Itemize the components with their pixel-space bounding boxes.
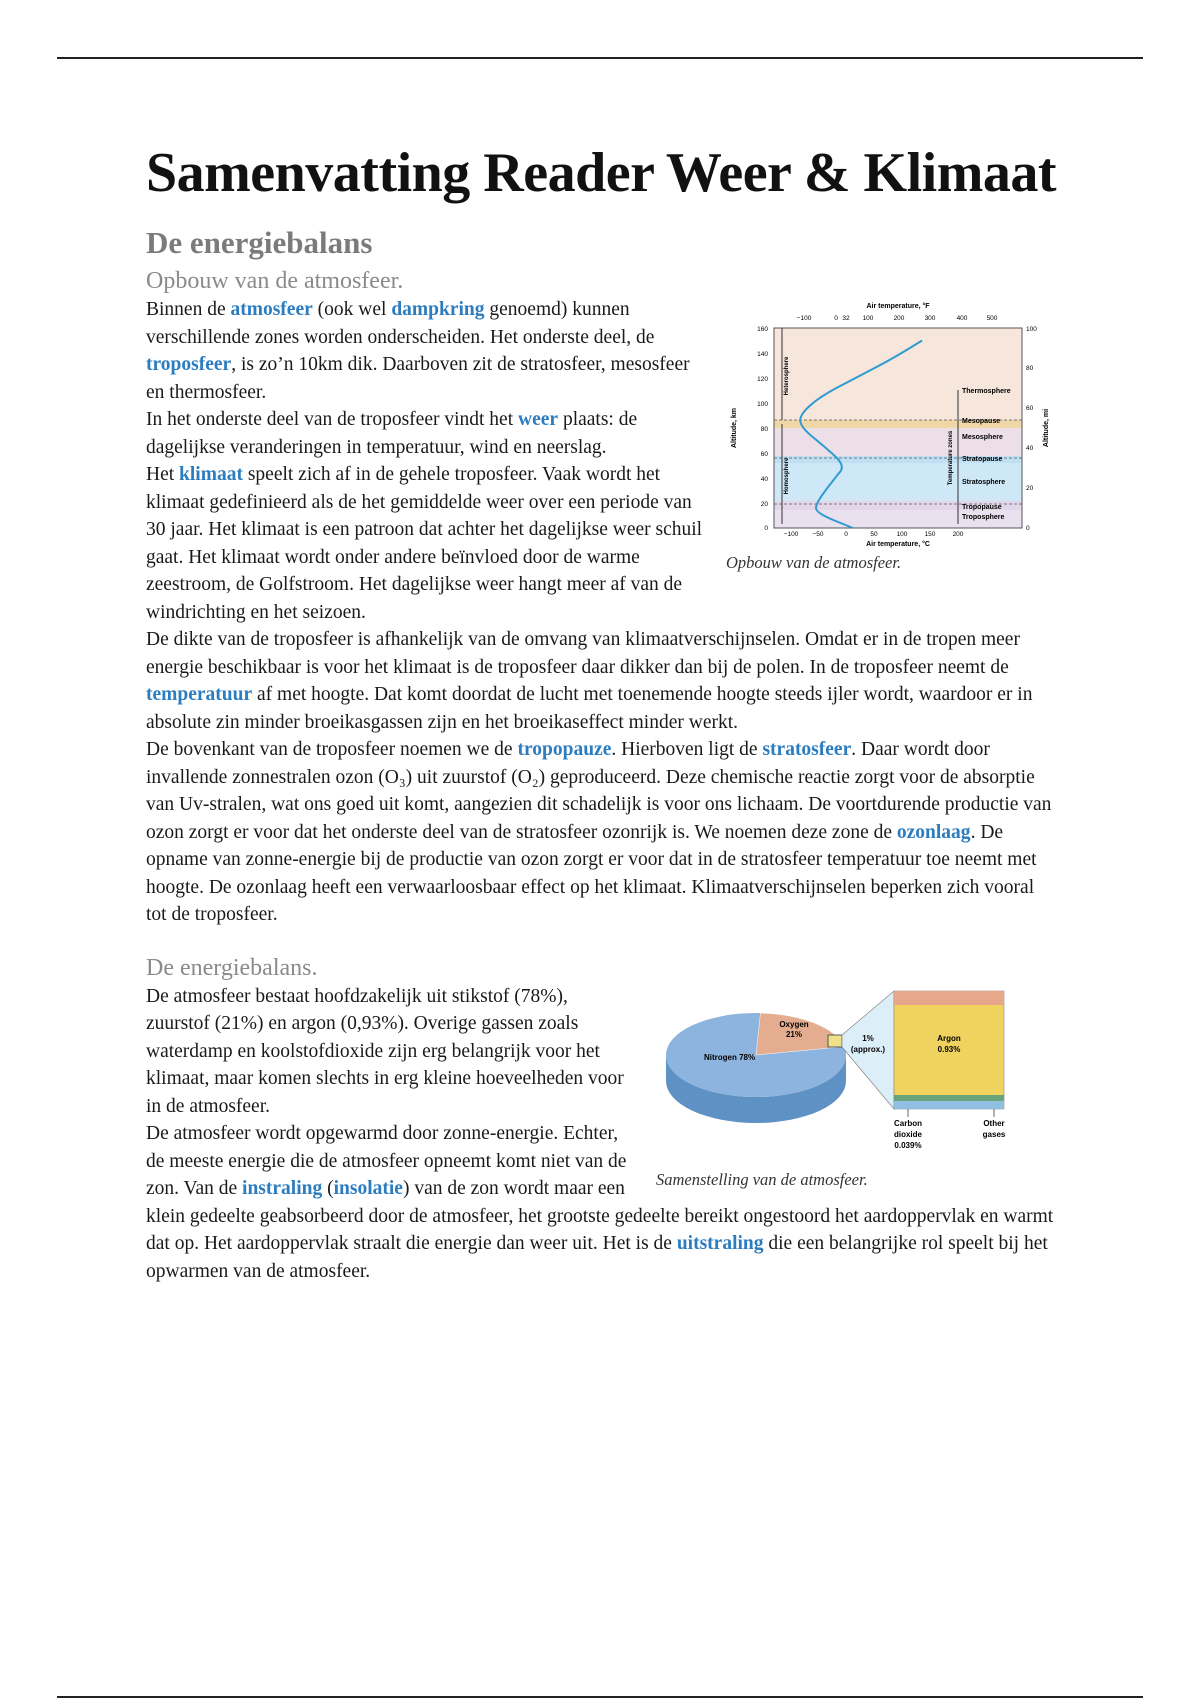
figure-atmosphere-composition xyxy=(656,985,1056,1190)
paragraph-4 xyxy=(146,626,1056,736)
keyword-tropopauze: tropopauze xyxy=(517,739,612,760)
left-tick: 60 xyxy=(760,451,768,458)
left-tick: 80 xyxy=(760,426,768,433)
left-tick: 40 xyxy=(760,476,768,483)
co2-label-3: 0.039% xyxy=(894,1140,922,1150)
keyword-troposfeer: troposfeer xyxy=(146,354,232,375)
bottom-tick: 150 xyxy=(924,531,936,538)
bottom-tick: −100 xyxy=(783,531,799,538)
text-run: . De opname van zonne-energie bij de productie van ozon zorgt er voor dat in de stratosfeer temperatuur toe neemt met hoogte. De ozonlaag heeft een verwaarloosbaar effect op het klimaat. Klimaatverschijnselen beperken zich vooral tot de troposfeer. xyxy=(146,821,1037,925)
co2-label-2: dioxide xyxy=(893,1129,923,1139)
heterosphere-label: Heterosphere xyxy=(784,356,790,396)
top-tick: 400 xyxy=(956,315,968,322)
top-tick: 0 xyxy=(834,315,838,322)
left-tick: 140 xyxy=(757,351,768,358)
keyword-ozonlaag: ozonlaag xyxy=(896,821,971,843)
right-tick: 60 xyxy=(1026,405,1034,412)
bottom-tick: 50 xyxy=(870,531,878,538)
homosphere-label: Homosphere xyxy=(784,457,790,495)
atmosphere-chart xyxy=(726,298,1056,548)
text-run: die een belangrijke rol speelt bij het opwarmen van de atmosfeer. xyxy=(146,1233,1048,1282)
bottom-tick: 200 xyxy=(952,531,964,538)
keyword-temperatuur: temperatuur xyxy=(146,684,253,705)
text-run: genoemd) kunnen verschillende zones worden onderscheiden. Het onderste deel, de xyxy=(146,299,655,348)
mesosphere-band xyxy=(774,428,1022,456)
subsection-heading-1: Opbouw van de atmosfeer. xyxy=(146,268,404,294)
argon-label: Argon xyxy=(937,1033,961,1043)
nitrogen-label: Nitrogen 78% xyxy=(704,1052,756,1062)
bottom-tick: 100 xyxy=(896,531,908,538)
co2-label-1: Carbon xyxy=(894,1118,922,1128)
bar-top-band xyxy=(894,991,1004,1005)
oxygen-percent: 21% xyxy=(785,1029,803,1039)
section-energiebalans xyxy=(146,953,1056,1286)
left-axis-title: Altitude, km xyxy=(731,407,738,449)
section-heading: De energiebalans xyxy=(146,225,373,260)
text-run: Binnen de xyxy=(146,299,231,320)
top-tick: 300 xyxy=(924,315,936,322)
other-gases-label-1: Other xyxy=(983,1118,1005,1128)
text-run: In het onderste deel van de troposfeer vindt het xyxy=(146,409,518,430)
text-run: , is zo’n 10km dik. Daarboven zit de stratosfeer, mesosfeer en thermosfeer. xyxy=(146,354,690,403)
keyword-dampkring: dampkring xyxy=(391,299,485,320)
oxygen-label: Oxygen xyxy=(779,1019,809,1029)
right-tick: 40 xyxy=(1026,445,1034,452)
argon-percent: 0.93% xyxy=(937,1044,961,1054)
bottom-tick: −50 xyxy=(812,531,824,538)
approx-label: (approx.) xyxy=(850,1044,886,1054)
top-tick: 32 xyxy=(842,315,850,322)
layer-label-mesopause: Mesopause xyxy=(962,418,1001,425)
right-tick: 20 xyxy=(1026,485,1034,492)
keyword-uitstraling: uitstraling xyxy=(676,1233,764,1254)
one-percent-label: 1% xyxy=(862,1033,874,1043)
text-run: ) van de zon wordt maar een klein gedeelte geabsorbeerd door de atmosfeer, het grootste gedeelte bereikt ongestoord het aardoppervlak en warmt dat op. Het aardoppervlak straalt die energie dan weer uit. Het is de xyxy=(146,1178,1054,1254)
paragraph-5 xyxy=(146,736,1056,929)
subsection-heading-2: De energiebalans. xyxy=(146,954,318,981)
text-run: De dikte van de troposfeer is afhankelijk van de omvang van klimaatverschijnselen. Omdat er in de tropen meer energie beschikbaar is voor het klimaat is de troposfeer daar dikker dan bij de polen. In de troposfeer neemt de xyxy=(146,629,1020,678)
other-gases-band xyxy=(894,1101,1004,1109)
text-run: plaats: de dagelijkse veranderingen in temperatuur, wind en neerslag. xyxy=(146,409,638,458)
figure-caption-2: Samenstelling van de atmosfeer. xyxy=(656,1169,868,1189)
layer-label-tropopause: Tropopause xyxy=(962,504,1002,511)
text-run: af met hoogte. Dat komt doordat de lucht met toenemende hoogte steeds ijler wordt, waardoor er in absolute zin minder broeikasgassen zijn en het broeikaseffect minder werkt. xyxy=(146,684,1033,733)
top-tick: 200 xyxy=(893,315,905,322)
carbon-dioxide-band xyxy=(894,1095,1004,1101)
temperature-zones-label: Temperature zones xyxy=(948,430,954,486)
keyword-weer: weer xyxy=(518,409,559,430)
bottom-tick: 0 xyxy=(844,531,848,538)
text-run: . Hierboven ligt de xyxy=(611,739,763,760)
right-tick: 100 xyxy=(1026,326,1037,333)
text-run: De bovenkant van de troposfeer noemen we de xyxy=(146,739,518,760)
composition-chart xyxy=(656,985,1056,1165)
text-run: . Daar wordt door invallende zonnestralen ozon (O₃) uit zuurstof (O₂) geproduceerd. Deze chemische reactie zorgt voor de absorptie van Uv-stralen, wat ons goed uit komt, aangezien dit schadelijk is voor ons lichaam. De voortdurende productie van ozon zorgt er voor dat het onderste deel van de stratosfeer ozonrijk is. We noemen deze zone de xyxy=(146,739,1052,843)
document-page xyxy=(146,140,1056,1285)
one-percent-box xyxy=(828,1035,842,1047)
text-run: De atmosfeer wordt opgewarmd door zonne-energie. Echter, de meeste energie die de atmosfeer opneemt komt niet van de zon. Van de xyxy=(146,1123,627,1199)
text-run: speelt zich af in de gehele troposfeer. Vaak wordt het klimaat gedefinieerd als de het gemiddelde weer over een periode van 30 jaar. Het klimaat is een patroon dat achter het dagelijkse weer schuil gaat. Het klimaat wordt onder andere beïnvloed door de warme zeestroom, de Golfstroom. Het dagelijkse weer hangt meer af van de windrichting en het seizoen. xyxy=(146,464,703,623)
left-tick: 120 xyxy=(757,376,768,383)
text-run: (ook wel xyxy=(312,299,392,320)
right-tick: 0 xyxy=(1026,525,1030,532)
layer-label-thermosphere: Thermosphere xyxy=(962,388,1011,395)
keyword-atmosfeer: atmosfeer xyxy=(230,299,313,320)
bottom-axis-title: Air temperature, °C xyxy=(866,541,930,548)
layer-label-mesosphere: Mesosphere xyxy=(962,434,1003,441)
layer-label-troposphere: Troposphere xyxy=(962,514,1005,521)
keyword-instraling: instraling xyxy=(242,1178,323,1199)
left-tick: 0 xyxy=(764,525,768,532)
left-tick: 100 xyxy=(757,401,768,408)
right-tick: 80 xyxy=(1026,365,1034,372)
top-tick: 100 xyxy=(862,315,874,322)
text-run: ( xyxy=(322,1178,334,1199)
page-title: Samenvatting Reader Weer & Klimaat xyxy=(146,142,1057,204)
left-tick: 160 xyxy=(757,326,768,333)
top-tick: −100 xyxy=(796,315,812,322)
top-tick: 500 xyxy=(986,315,998,322)
figure-atmosphere-structure xyxy=(726,298,1056,573)
top-rule xyxy=(57,57,1143,59)
right-axis-title: Altitude, mi xyxy=(1043,408,1050,448)
keyword-insolatie: insolatie xyxy=(333,1178,403,1199)
keyword-stratosfeer: stratosfeer xyxy=(762,739,852,760)
text-run: De atmosfeer bestaat hoofdzakelijk uit stikstof (78%), zuurstof (21%) en argon (0,93%). Overige gassen zoals waterdamp en koolstofdioxide zijn erg belangrijk voor het klimaat, maar komen slechts in erg kleine hoeveelheden voor in de atmosfeer. xyxy=(146,985,624,1117)
text-run: Het xyxy=(146,464,180,485)
other-gases-label-2: gases xyxy=(982,1129,1006,1139)
keyword-klimaat: klimaat xyxy=(179,464,243,485)
left-tick: 20 xyxy=(760,501,768,508)
bottom-rule xyxy=(57,1696,1143,1698)
layer-label-stratopause: Stratopause xyxy=(962,456,1003,463)
figure-caption-1: Opbouw van de atmosfeer. xyxy=(726,553,902,572)
layer-label-stratosphere: Stratosphere xyxy=(962,479,1006,486)
top-axis-title: Air temperature, °F xyxy=(866,303,930,310)
